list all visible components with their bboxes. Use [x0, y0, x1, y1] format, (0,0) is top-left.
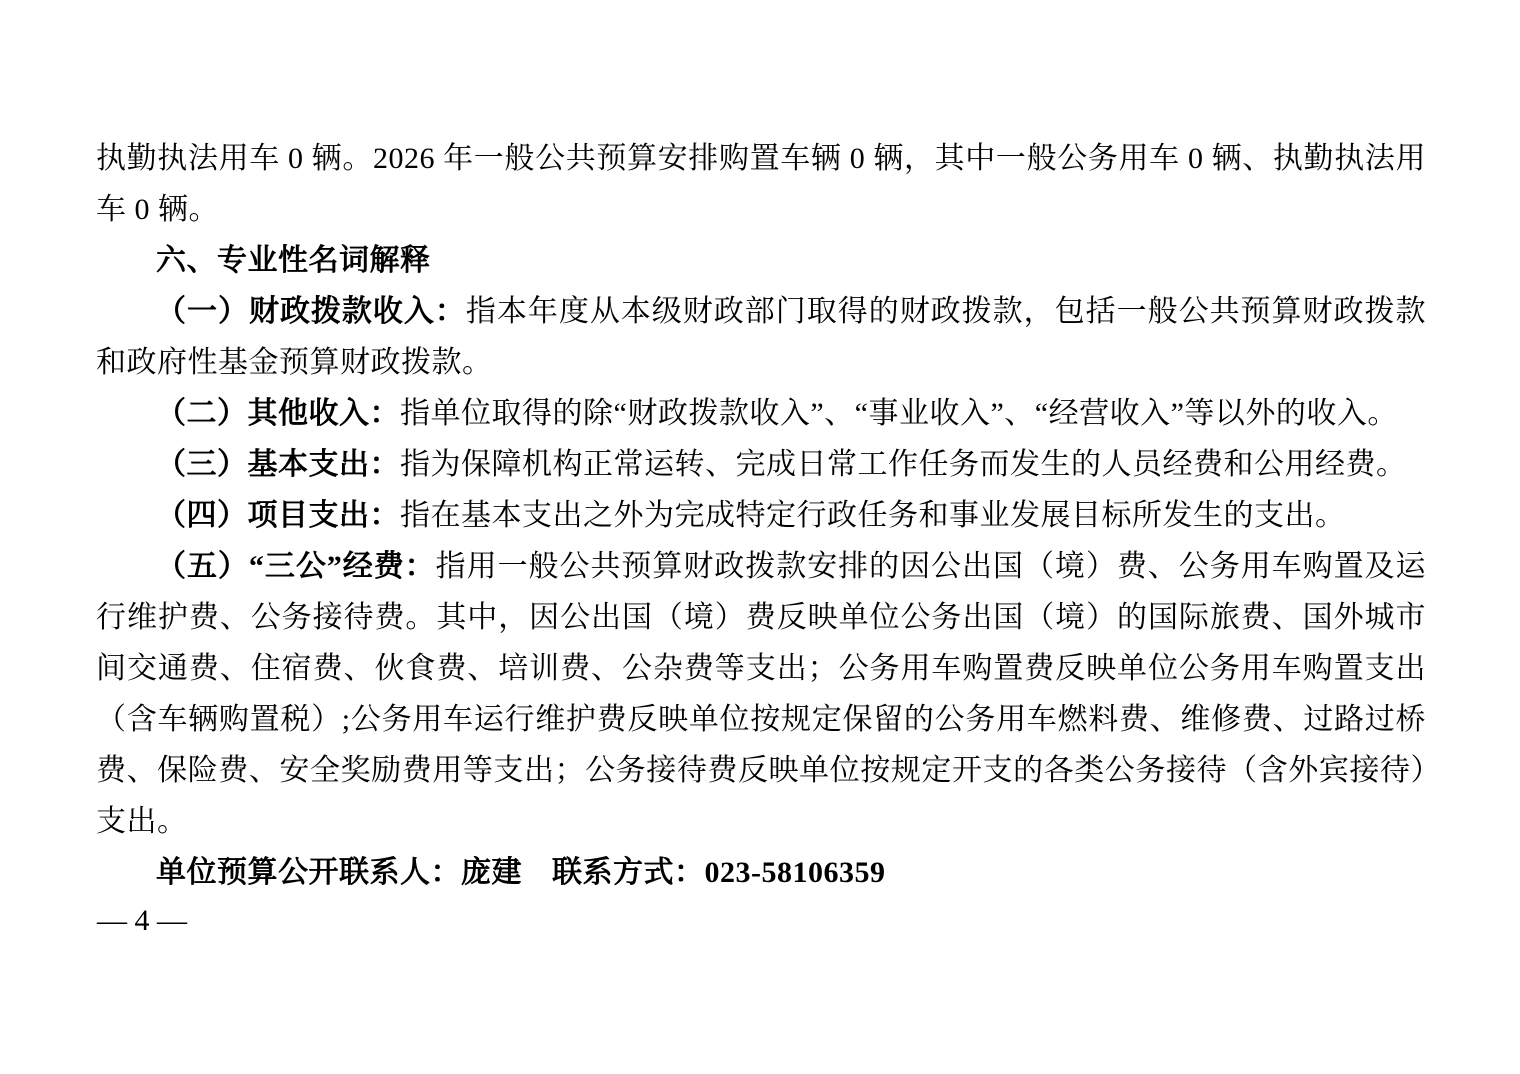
document-content — [96, 133, 1426, 898]
contact-method-label: 联系方式： — [552, 856, 705, 889]
term-label-other-income: （二）其他收入： — [156, 397, 400, 430]
contact-person-label: 单位预算公开联系人： — [156, 856, 461, 889]
term-label-three-public-funds: （五）“三公”经费： — [156, 550, 436, 583]
term-paragraph-three-public-funds — [96, 541, 1426, 847]
contact-person-name: 庞建 — [461, 856, 522, 889]
term-paragraph-other-income — [96, 388, 1426, 439]
section-heading-terms: 六、专业性名词解释 — [156, 244, 431, 277]
term-text-three-public-funds: 指用一般公共预算财政拨款安排的因公出国（境）费、公务用车购置及运行维护费、公务接待费。其中，因公出国（境）费反映单位公务出国（境）的国际旅费、国外城市间交通费、住宿费、伙食费、培训费、公杂费等支出；公务用车购置费反映单位公务用车购置支出（含车辆购置税）;公务用车运行维护费反映单位按规定保留的公务用车燃料费、维修费、过路过桥费、保险费、安全奖励费用等支出；公务接待费反映单位按规定开支的各类公务接待（含外宾接待）支出。 — [96, 550, 1427, 838]
term-paragraph-project-expenditure — [96, 490, 1426, 541]
term-text-other-income: 指单位取得的除“财政拨款收入”、“事业收入”、“经营收入”等以外的收入。 — [400, 397, 1398, 430]
page-number: — 4 — — [97, 904, 187, 937]
term-label-project-expenditure: （四）项目支出： — [156, 499, 400, 532]
term-label-fiscal-appropriation-income: （一）财政拨款收入： — [156, 295, 466, 328]
term-text-fiscal-appropriation-income: 指本年度从本级财政部门取得的财政拨款，包括一般公共预算财政拨款和政府性基金预算财政拨款。 — [96, 295, 1426, 379]
paragraph-vehicle-budget-continuation: 执勤执法用车 0 辆。2026 年一般公共预算安排购置车辆 0 辆，其中一般公务用车 0 辆、执勤执法用车 0 辆。 — [96, 142, 1426, 226]
term-text-project-expenditure: 指在基本支出之外为完成特定行政任务和事业发展目标所发生的支出。 — [400, 499, 1346, 532]
term-label-basic-expenditure: （三）基本支出： — [156, 448, 400, 481]
contact-line — [96, 847, 1426, 898]
term-text-basic-expenditure: 指为保障机构正常运转、完成日常工作任务而发生的人员经费和公用经费。 — [400, 448, 1407, 481]
term-paragraph-fiscal-appropriation-income — [96, 286, 1426, 388]
contact-phone-number: 023-58106359 — [704, 856, 886, 889]
term-paragraph-basic-expenditure — [96, 439, 1426, 490]
